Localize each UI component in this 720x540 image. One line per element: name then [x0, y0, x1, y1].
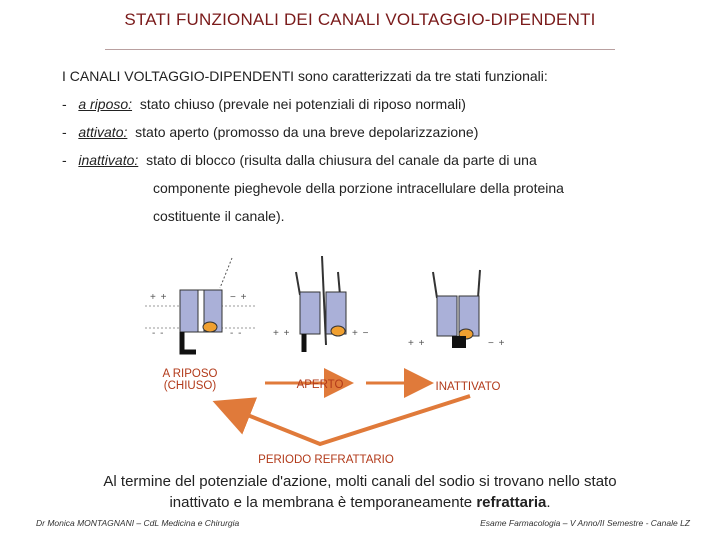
state-inact-term: inattivato: [78, 152, 139, 168]
sign-inact-left: + + [408, 338, 426, 349]
conclusion-text [0, 471, 720, 513]
label-rest-line2: (CHIUSO) [163, 380, 217, 392]
conclusion-period: . [546, 494, 551, 511]
label-refractory: PERIODO REFRATTARIO [258, 454, 394, 466]
label-open: APERTO [296, 379, 344, 391]
page-title: STATI FUNZIONALI DEI CANALI VOLTAGGIO-DIPENDENTI [124, 10, 596, 29]
state-open-desc: stato aperto (promosso da una breve depolarizzazione) [135, 124, 479, 140]
sign-rest-top-left: + + [150, 292, 168, 303]
sign-rest-bot-right: - - [230, 328, 243, 339]
conclusion-line1: Al termine del potenziale d'azione, molti canali del sodio si trovano nello stato [103, 473, 617, 490]
label-inactivated: INATTIVATO [435, 381, 501, 393]
arrow-refractory [220, 396, 470, 444]
channel-inactivated [433, 270, 480, 348]
intro-rest: sono caratterizzati da tre stati funzionali: [297, 68, 548, 84]
state-inact-cont-1: componente pieghevole della porzione intracellulare della proteina [153, 180, 564, 196]
channel-rest [180, 258, 232, 352]
state-inact-desc: stato di blocco (risulta dalla chiusura del canale da parte di una [146, 152, 537, 168]
bullet-dash: - [62, 96, 67, 112]
conclusion-refractory: refrattaria [476, 494, 547, 511]
label-rest-line1: A RIPOSO [162, 368, 218, 380]
channel-open [296, 256, 346, 352]
state-inact-cont-2: costituente il canale). [153, 208, 285, 224]
sign-rest-bot-left: - - [152, 328, 165, 339]
state-open-term: attivato: [78, 124, 128, 140]
conclusion-line2-pre: inattivato e la membrana è temporaneamente [169, 494, 473, 511]
conclusion-line2 [0, 492, 720, 513]
bullet-dash: - [62, 152, 67, 168]
sign-open-left: + + [273, 328, 291, 339]
state-rest-desc: stato chiuso (prevale nei potenziali di riposo normali) [139, 96, 466, 112]
footer-left: Dr Monica MONTAGNANI – CdL Medicina e Chirurgia [36, 518, 240, 528]
sign-open-right: + − [352, 328, 370, 339]
label-rest [150, 368, 230, 392]
sign-rest-top-right: − + [230, 292, 248, 303]
state-rest-term: a riposo: [78, 96, 133, 112]
sign-inact-right: − + [488, 338, 506, 349]
bullet-dash: - [62, 124, 67, 140]
intro-bold: I CANALI VOLTAGGIO-DIPENDENTI [62, 68, 295, 84]
footer-right: Esame Farmacologia – V Anno/II Semestre - Canale LZ [480, 518, 690, 528]
